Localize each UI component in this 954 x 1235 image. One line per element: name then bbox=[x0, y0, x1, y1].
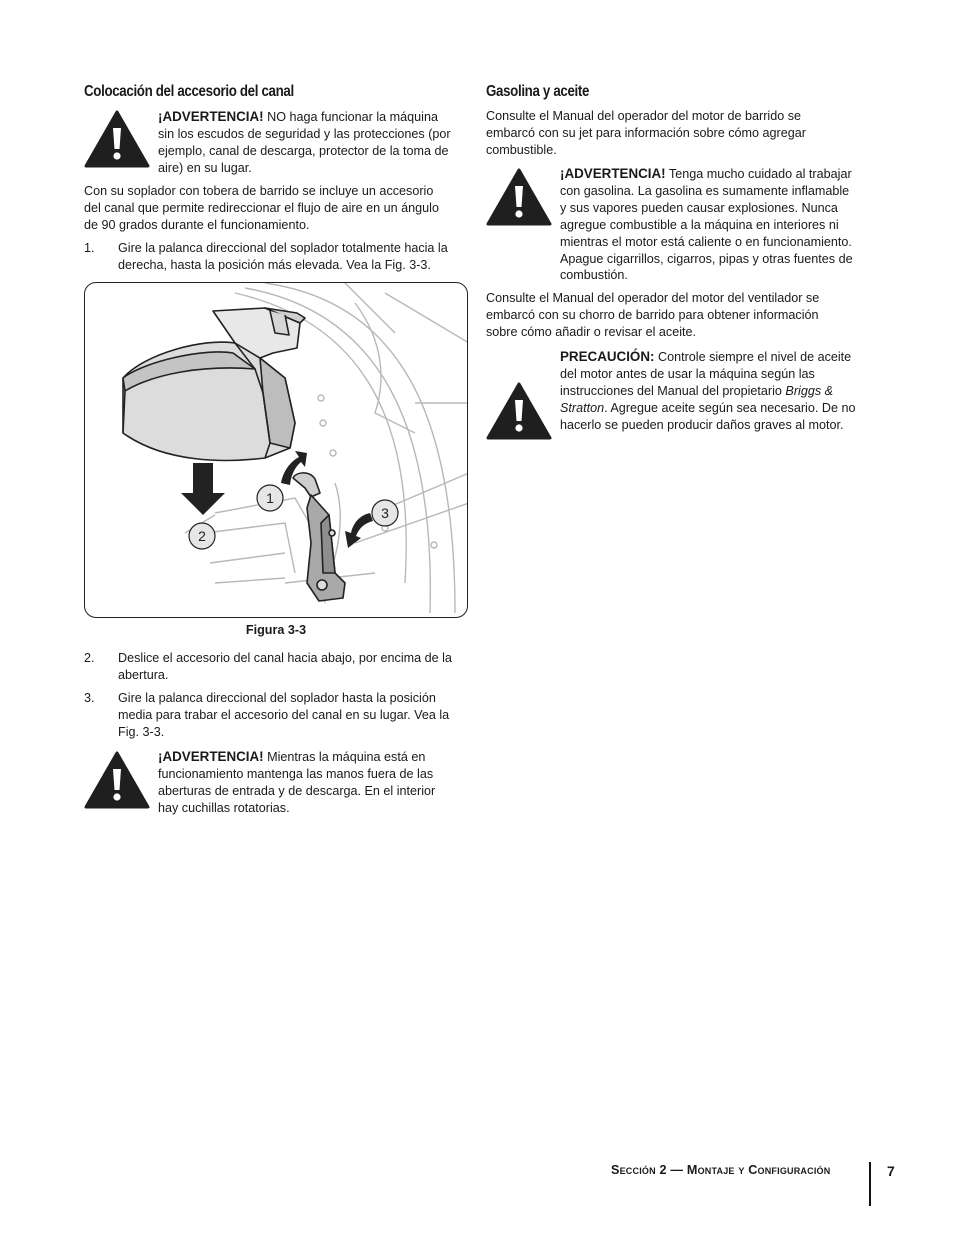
paragraph-line: sobre cómo añadir o revisar el aceite. bbox=[486, 324, 696, 339]
caution-line: instrucciones del Manual del propietario bbox=[560, 383, 786, 398]
callout-3-label: 3 bbox=[381, 505, 389, 521]
step-line: abertura. bbox=[118, 667, 169, 682]
callout-1-label: 1 bbox=[266, 490, 274, 506]
warning-line: Apague cigarrillos, cigarros, pipas y otras fuentes de bbox=[560, 251, 853, 266]
warning-line: con gasolina. La gasolina es sumamente inflamable bbox=[560, 183, 850, 198]
step-line: media para trabar el accesorio del canal en su lugar. Vea la bbox=[118, 707, 450, 722]
step-line: Gire la palanca direccional del soplador hasta la posición bbox=[118, 691, 436, 705]
caution-line: hacerlo se pueden producir daños graves al motor. bbox=[560, 417, 844, 432]
step-1 bbox=[84, 240, 474, 280]
brand-name: Stratton bbox=[560, 400, 605, 415]
paragraph-line: de 90 grados durante el funcionamiento. bbox=[84, 217, 310, 232]
caution-line: del motor antes de usar la máquina según las bbox=[560, 366, 815, 381]
warning-label: ¡ADVERTENCIA! bbox=[560, 166, 666, 181]
step-3 bbox=[84, 690, 474, 746]
intro-paragraph bbox=[84, 183, 474, 234]
warning-text-2 bbox=[158, 749, 468, 817]
paragraph-line: embarcó con su jet para información sobre cómo agregar bbox=[486, 125, 806, 140]
chute-attachment-illustration bbox=[85, 283, 468, 618]
section-heading-canal: Colocación del accesorio del canal bbox=[84, 83, 294, 100]
step-line: Fig. 3-3. bbox=[118, 724, 165, 739]
fuel-paragraph bbox=[486, 108, 876, 159]
warning-text-1 bbox=[158, 109, 468, 177]
warning-line: ejemplo, canal de descarga, protector de la toma de bbox=[158, 143, 449, 158]
paragraph-line: combustible. bbox=[486, 142, 557, 157]
figure-3-3 bbox=[84, 282, 468, 618]
warning-line: hay cuchillas rotatorias. bbox=[158, 800, 290, 815]
warning-line: aire) en su lugar. bbox=[158, 160, 252, 175]
footer-divider bbox=[869, 1162, 871, 1206]
caution-text bbox=[560, 349, 880, 434]
page-number: 7 bbox=[887, 1163, 895, 1179]
step-line: Deslice el accesorio del canal hacia abajo, por encima de la bbox=[118, 651, 452, 665]
arrow-curved-icon bbox=[345, 513, 373, 548]
step-line: derecha, hasta la posición más elevada. Vea la Fig. 3-3. bbox=[118, 257, 431, 272]
step-number: 2. bbox=[84, 651, 95, 665]
arrow-down-icon bbox=[181, 463, 225, 515]
step-number: 1. bbox=[84, 241, 95, 255]
warning-line: sin los escudos de seguridad y las protecciones (por bbox=[158, 126, 451, 141]
warning-label: ¡ADVERTENCIA! bbox=[158, 109, 264, 124]
step-line: Gire la palanca direccional del soplador totalmente hacia la bbox=[118, 241, 448, 255]
paragraph-line: Consulte el Manual del operador del motor de barrido se bbox=[486, 109, 802, 123]
step-2 bbox=[84, 650, 474, 690]
warning-triangle-icon bbox=[84, 110, 150, 168]
warning-line: mientras el motor está caliente o en funcionamiento. bbox=[560, 234, 852, 249]
section-heading-gasolina: Gasolina y aceite bbox=[486, 83, 590, 100]
caution-line: . Agregue aceite según sea necesario. De no bbox=[604, 400, 856, 415]
warning-line: y sus vapores pueden causar explosiones. Nunca bbox=[560, 200, 838, 215]
warning-line: NO haga funcionar la máquina bbox=[263, 110, 438, 124]
paragraph-line: del canal que permite redireccionar el flujo de aire en un ángulo bbox=[84, 200, 439, 215]
paragraph-line: Consulte el Manual del operador del motor del ventilador se bbox=[486, 291, 820, 305]
warning-triangle-icon bbox=[486, 382, 552, 440]
warning-triangle-icon bbox=[486, 168, 552, 226]
warning-label: ¡ADVERTENCIA! bbox=[158, 749, 264, 764]
footer-section-title: Sección 2 — Montaje y Configuración bbox=[611, 1163, 831, 1177]
figure-caption: Figura 3-3 bbox=[245, 623, 307, 637]
warning-line: agregue combustible a la máquina en interiores ni bbox=[560, 217, 839, 232]
caution-label: PRECAUCIÓN: bbox=[560, 349, 655, 364]
step-number: 3. bbox=[84, 691, 95, 705]
warning-line: aberturas de entrada y de descarga. En el interior bbox=[158, 783, 436, 798]
oil-paragraph bbox=[486, 290, 876, 341]
paragraph-line: embarcó con su chorro de barrido para obtener información bbox=[486, 307, 819, 322]
warning-line: funcionamiento mantenga las manos fuera de las bbox=[158, 766, 434, 781]
warning-text-3 bbox=[560, 166, 880, 284]
callout-2-label: 2 bbox=[198, 528, 206, 544]
warning-triangle-icon bbox=[84, 751, 150, 809]
paragraph-line: Con su soplador con tobera de barrido se incluye un accesorio bbox=[84, 184, 434, 198]
warning-line: combustión. bbox=[560, 268, 628, 283]
warning-line: Tenga mucho cuidado al trabajar bbox=[665, 167, 852, 181]
caution-line: Controle siempre el nivel de aceite bbox=[654, 350, 852, 364]
brand-name: Briggs & bbox=[785, 383, 834, 398]
warning-line: Mientras la máquina está en bbox=[263, 750, 426, 764]
